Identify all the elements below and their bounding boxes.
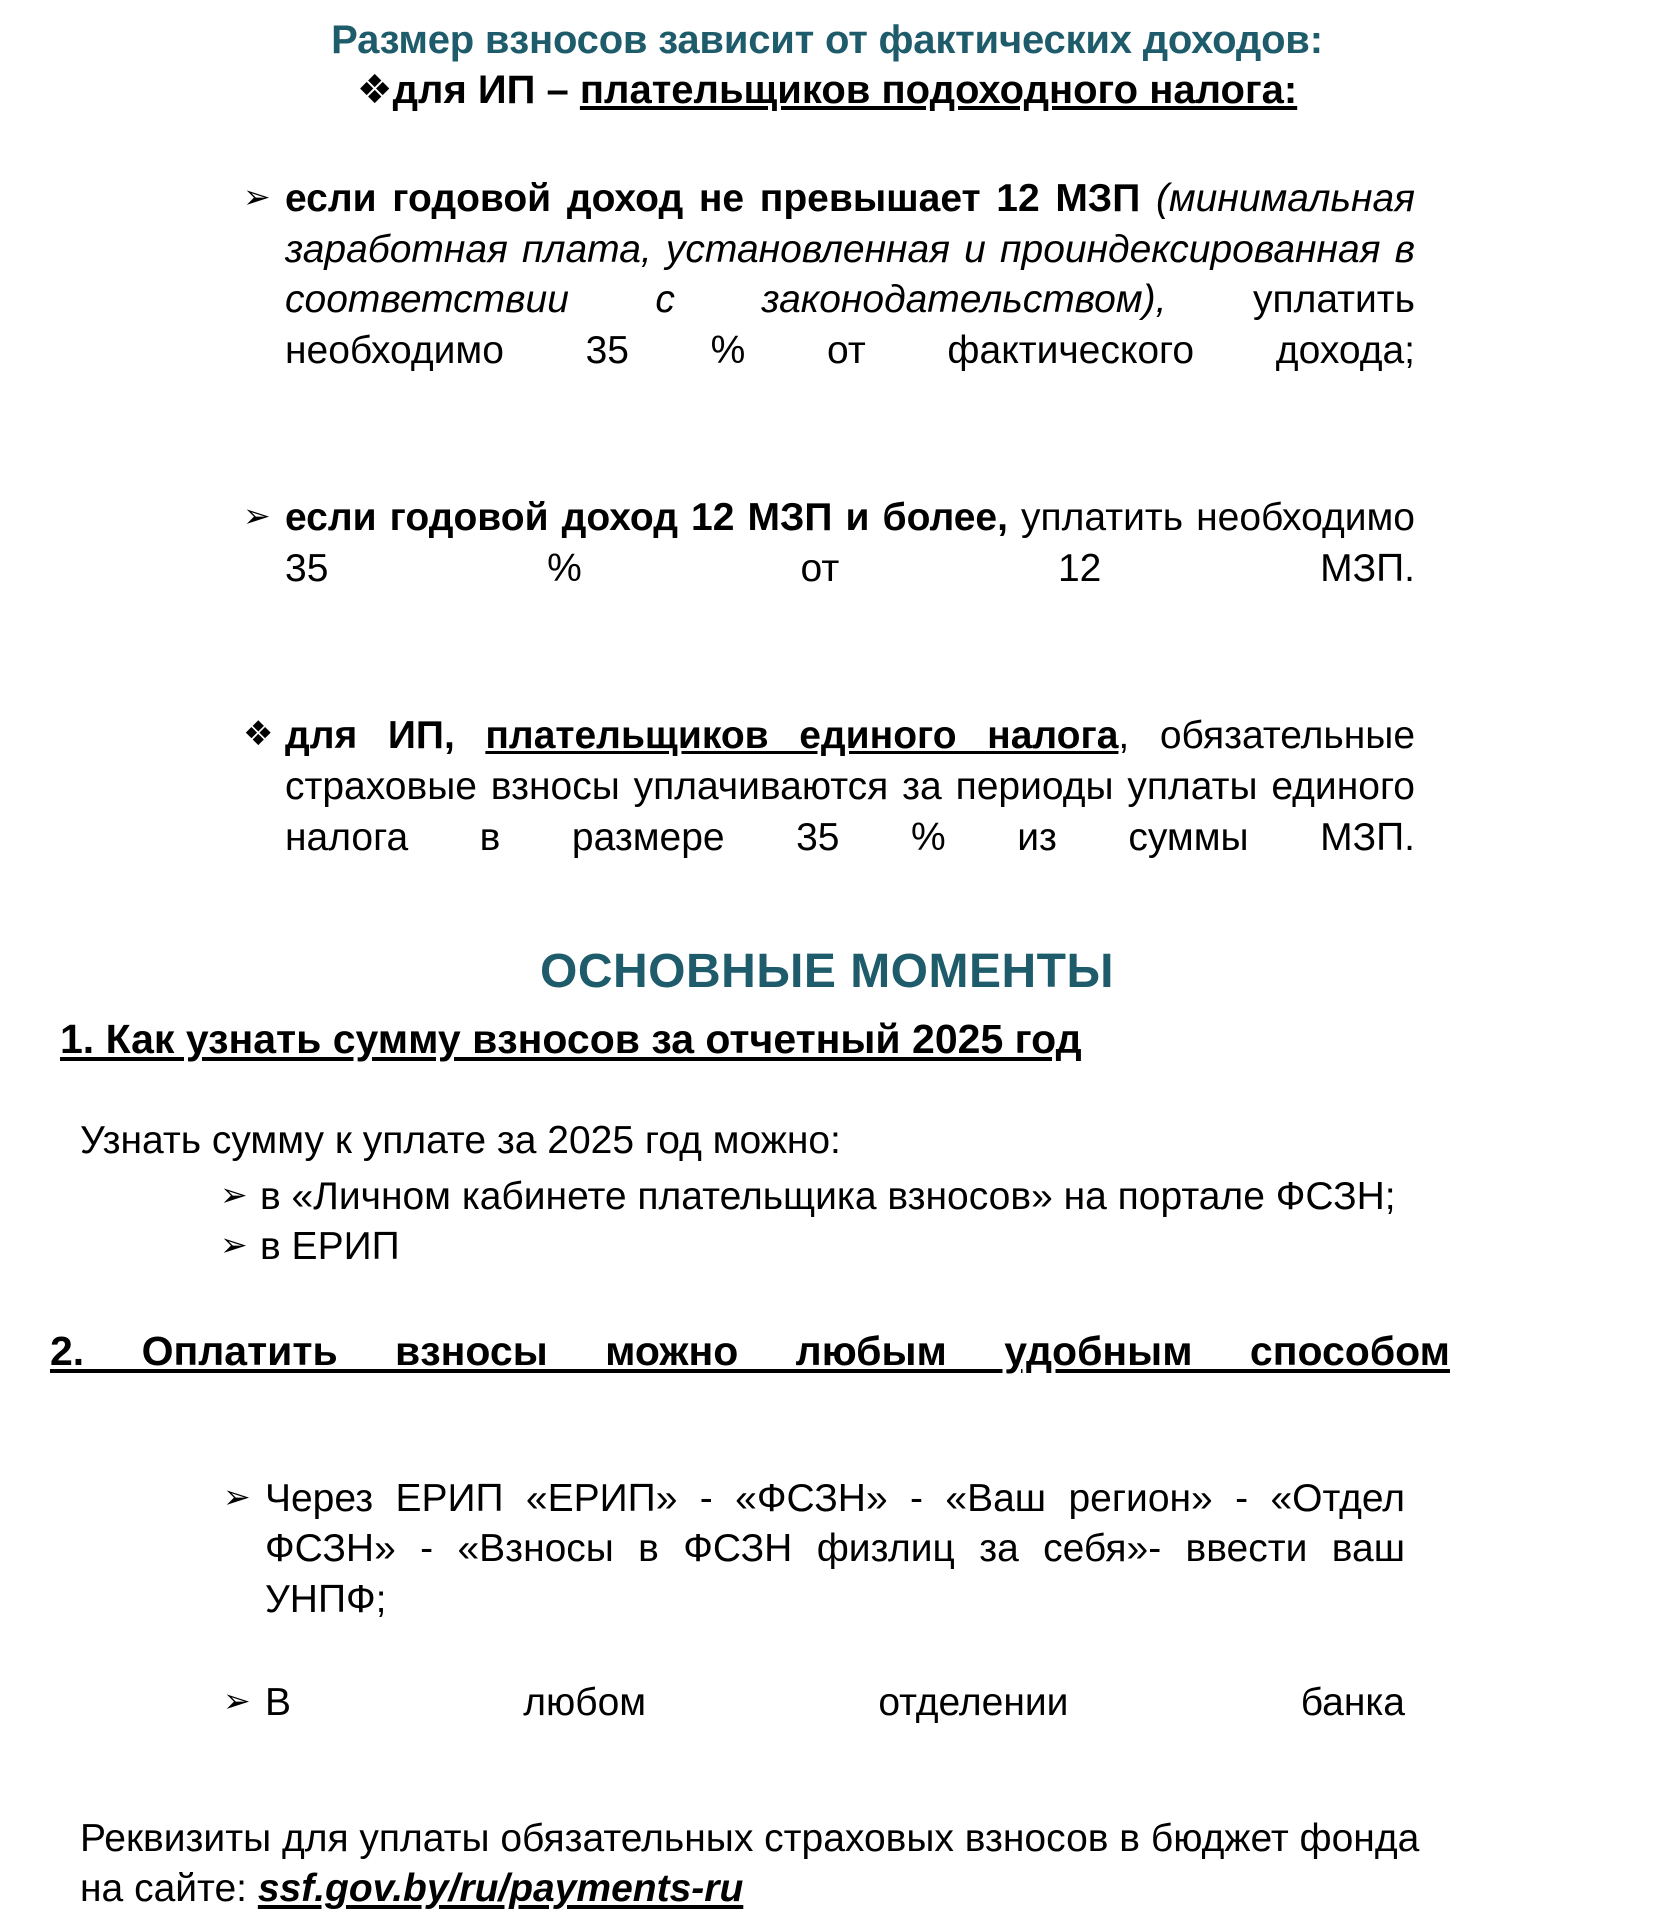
list-how-to-find (220, 1172, 1604, 1270)
income-under-tail: уплатить необходимо 35 % от фактического дохода; (285, 278, 1415, 373)
diamond-bullet-icon: ❖ (356, 67, 393, 112)
arrow-bullet-icon: ➢ (243, 176, 271, 216)
paragraph-income-under-12mzp (243, 174, 1415, 427)
arrow-bullet-icon: ➢ (223, 1476, 251, 1516)
single-tax-bold-underlined: плательщиков единого налога (485, 714, 1119, 758)
text-find-sum-intro: Узнать сумму к уплате за 2025 год можно: (80, 1118, 841, 1162)
single-tax-bold-lead: для ИП, (285, 714, 486, 758)
subtitle-prefix: для ИП – (392, 67, 580, 112)
income-over-bold-lead: если годовой доход 12 МЗП и более, (285, 496, 1008, 540)
arrow-bullet-icon: ➢ (220, 1224, 248, 1264)
income-over-tail: уплатить необходимо 35 % от 12 МЗП. (285, 496, 1416, 591)
arrow-bullet-icon: ➢ (220, 1175, 248, 1215)
heading-how-to-pay: 2. Оплатить взносы можно любым удобным способом (50, 1327, 1450, 1374)
income-under-italic-definition: (минимальная заработная плата, установленная и проиндексированная в соответствии с законодательством), (285, 176, 1415, 322)
heading-how-to-know-amount: 1. Как узнать сумму взносов за отчетный 2025 год (60, 1016, 1082, 1063)
list-item-label: Через ЕРИП «ЕРИП» - «ФСЗН» - «Ваш регион» - «Отдел ФСЗН» - «Взносы в ФСЗН физлиц за себя»- ввести ваш УНПФ; (265, 1476, 1405, 1621)
subtitle-underlined: плательщиков подоходного налога: (579, 67, 1298, 112)
list-item (223, 1678, 1405, 1779)
requisites-text: Реквизиты для уплаты обязательных страховых взносов в бюджет фонда на сайте: (80, 1816, 1420, 1911)
list-item (220, 1172, 1604, 1221)
list-pay-methods (223, 1474, 1405, 1780)
diamond-bullet-icon: ❖ (243, 714, 274, 755)
list-item-label: в ЕРИП (260, 1224, 400, 1268)
subtitle-line (50, 67, 1604, 114)
paragraph-single-tax-payers (243, 711, 1416, 914)
arrow-bullet-icon: ➢ (243, 496, 271, 536)
paragraph-income-over-12mzp (243, 493, 1416, 645)
list-item (223, 1474, 1405, 1677)
arrow-bullet-icon: ➢ (223, 1681, 251, 1721)
income-under-bold-lead: если годовой доход не превышает 12 МЗП (285, 176, 1141, 220)
ssf-website-link[interactable]: ssf.gov.by/ru/payments-ru (257, 1867, 744, 1911)
single-tax-tail: , обязательные страховые взносы уплачиваются за периоды уплаты единого налога в размере 35 % из суммы МЗП. (285, 714, 1416, 859)
list-item-label: в «Личном кабинете плательщика взносов» на портале ФСЗН; (260, 1175, 1396, 1219)
paragraph-requisites (80, 1814, 1470, 1915)
page-title: Размер взносов зависит от фактических доходов: (331, 18, 1323, 62)
list-item (220, 1222, 1604, 1271)
section-title-main-points: ОСНОВНЫЕ МОМЕНТЫ (540, 945, 1114, 999)
list-item-label: В любом отделении банка (265, 1681, 1405, 1725)
